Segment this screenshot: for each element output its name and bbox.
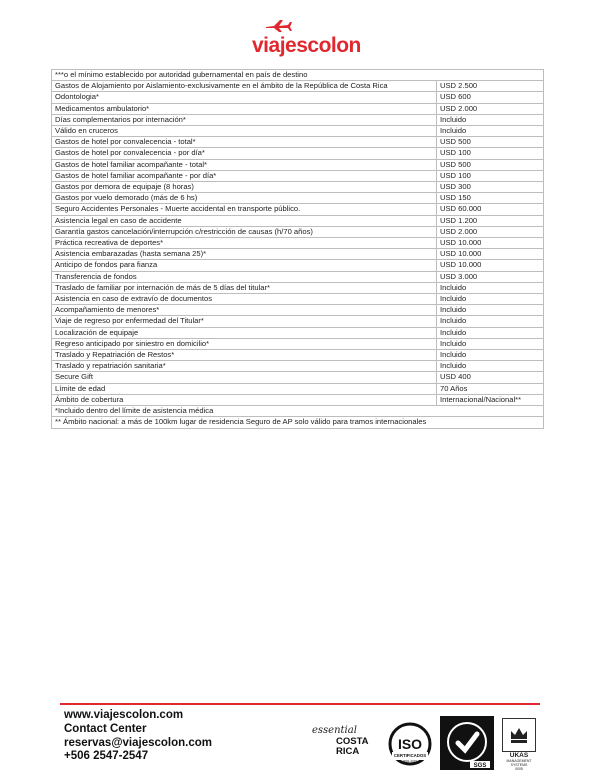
coverage-label: Límite de edad bbox=[52, 383, 437, 394]
coverage-value: USD 100 bbox=[437, 170, 544, 181]
coverage-label: Viaje de regreso por enfermedad del Titular* bbox=[52, 316, 437, 327]
footer-divider bbox=[60, 703, 540, 705]
table-note-row bbox=[52, 406, 544, 417]
note-bottom: ** Ámbito nacional: a más de 100km lugar de residencia Seguro de AP solo válido para tramos internacionales bbox=[52, 417, 544, 428]
coverage-label: Asistencia embarazadas (hasta semana 25)* bbox=[52, 249, 437, 260]
table-row bbox=[52, 215, 544, 226]
coverage-value: Incluido bbox=[437, 294, 544, 305]
coverage-label: Transferencia de fondos bbox=[52, 271, 437, 282]
coverage-value: USD 2.000 bbox=[437, 226, 544, 237]
coverage-label: Traslado y repatriación sanitaria* bbox=[52, 361, 437, 372]
table-row bbox=[52, 226, 544, 237]
coverage-value: 70 Años bbox=[437, 383, 544, 394]
coverage-value: Incluido bbox=[437, 282, 544, 293]
coverage-label: Gastos de hotel por convalecencia - total* bbox=[52, 137, 437, 148]
table-row bbox=[52, 182, 544, 193]
table-row bbox=[52, 126, 544, 137]
coverage-value: Internacional/Nacional** bbox=[437, 394, 544, 405]
coverage-value: USD 400 bbox=[437, 372, 544, 383]
costa-rica-label: COSTA RICA bbox=[336, 736, 369, 757]
table-row bbox=[52, 81, 544, 92]
website-link[interactable]: www.viajescolon.com bbox=[64, 709, 184, 721]
table-note-row bbox=[52, 417, 544, 428]
table-row bbox=[52, 294, 544, 305]
coverage-value: Incluido bbox=[437, 338, 544, 349]
coverage-label: Gastos de Alojamiento por Aislamiento-exclusivamente en el ámbito de la República de Costa Rica bbox=[52, 81, 437, 92]
coverage-label: Asistencia en caso de extravío de documentos bbox=[52, 294, 437, 305]
table-row bbox=[52, 327, 544, 338]
table-row bbox=[52, 238, 544, 249]
sgs-certification-icon bbox=[440, 716, 494, 770]
contact-block bbox=[64, 709, 212, 764]
table-note-row bbox=[52, 70, 544, 81]
ukas-crown-box bbox=[502, 718, 536, 752]
viajescolon-logo bbox=[248, 16, 378, 58]
email-link[interactable]: reservas@viajescolon.com bbox=[64, 736, 213, 749]
coverage-label: Odontologia* bbox=[52, 92, 437, 103]
table-row bbox=[52, 114, 544, 125]
table-row bbox=[52, 350, 544, 361]
coverage-label: Gastos de hotel familiar acompañante - por día* bbox=[52, 170, 437, 181]
coverage-value: USD 10.000 bbox=[437, 260, 544, 271]
coverage-value: Incluido bbox=[437, 361, 544, 372]
coverage-label: Secure Gift bbox=[52, 372, 437, 383]
ukas-label: UKAS bbox=[509, 752, 529, 759]
coverage-label: Válido en cruceros bbox=[52, 126, 437, 137]
coverage-value: USD 60.000 bbox=[437, 204, 544, 215]
coverage-value: USD 10.000 bbox=[437, 238, 544, 249]
iso-certification-icon bbox=[386, 722, 434, 768]
coverage-value: USD 600 bbox=[437, 92, 544, 103]
coverage-value: Incluido bbox=[437, 126, 544, 137]
ukas-sub: MANAGEMENT SYSTEMS 0005 bbox=[506, 759, 532, 771]
coverage-value: Incluido bbox=[437, 305, 544, 316]
ukas-certification-icon bbox=[500, 718, 538, 770]
svg-text:CERTIFICADOS: CERTIFICADOS bbox=[393, 753, 427, 758]
coverage-table bbox=[51, 69, 544, 429]
table-row bbox=[52, 361, 544, 372]
svg-text:ISO: ISO bbox=[397, 736, 423, 752]
coverage-value: USD 2.000 bbox=[437, 103, 544, 114]
table-row bbox=[52, 260, 544, 271]
coverage-value: USD 10.000 bbox=[437, 249, 544, 260]
coverage-label: Gastos por demora de equipaje (8 horas) bbox=[52, 182, 437, 193]
coverage-label: Acompañamiento de menores* bbox=[52, 305, 437, 316]
table-row bbox=[52, 372, 544, 383]
table-row bbox=[52, 170, 544, 181]
table-row bbox=[52, 249, 544, 260]
coverage-label: Traslado y Repatriación de Restos* bbox=[52, 350, 437, 361]
table-row bbox=[52, 271, 544, 282]
coverage-value: USD 3.000 bbox=[437, 271, 544, 282]
contact-center-label: Contact Center bbox=[64, 722, 147, 735]
essential-costa-rica-logo bbox=[312, 725, 382, 765]
coverage-label: Anticipo de fondos para fianza bbox=[52, 260, 437, 271]
coverage-label: Garantía gastos cancelación/interrupción c/restricción de causas (h/70 años) bbox=[52, 226, 437, 237]
table-row bbox=[52, 103, 544, 114]
note-top: ***o el mínimo establecido por autoridad gubernamental en país de destino bbox=[52, 70, 544, 81]
table-row bbox=[52, 282, 544, 293]
brand-wordmark: viajescolon bbox=[252, 34, 361, 57]
airplane-icon bbox=[264, 18, 292, 32]
coverage-label: Regreso anticipado por siniestro en domicilio* bbox=[52, 338, 437, 349]
coverage-label: Días complementarios por internación* bbox=[52, 114, 437, 125]
coverage-label: Gastos por vuelo demorado (más de 6 hs) bbox=[52, 193, 437, 204]
coverage-value: USD 300 bbox=[437, 182, 544, 193]
coverage-label: Seguro Accidentes Personales - Muerte accidental en transporte público. bbox=[52, 204, 437, 215]
coverage-label: Localización de equipaje bbox=[52, 327, 437, 338]
svg-text:SGS: SGS bbox=[473, 763, 487, 769]
table-row bbox=[52, 383, 544, 394]
coverage-value: USD 500 bbox=[437, 159, 544, 170]
table-row bbox=[52, 193, 544, 204]
table-row bbox=[52, 204, 544, 215]
coverage-label: Práctica recreativa de deportes* bbox=[52, 238, 437, 249]
coverage-value: USD 2.500 bbox=[437, 81, 544, 92]
note-bottom: *Incluido dentro del límite de asistencia médica bbox=[52, 406, 544, 417]
coverage-value: USD 150 bbox=[437, 193, 544, 204]
essential-script: essential bbox=[312, 725, 357, 736]
phone-number[interactable]: +506 2547-2547 bbox=[64, 750, 149, 763]
table-row bbox=[52, 316, 544, 327]
coverage-value: Incluido bbox=[437, 327, 544, 338]
table-row bbox=[52, 137, 544, 148]
coverage-value: Incluido bbox=[437, 350, 544, 361]
coverage-value: USD 100 bbox=[437, 148, 544, 159]
table-row bbox=[52, 338, 544, 349]
coverage-label: Gastos de hotel familiar acompañante - total* bbox=[52, 159, 437, 170]
table-row bbox=[52, 92, 544, 103]
coverage-label: Medicamentos ambulatorio* bbox=[52, 103, 437, 114]
table-row bbox=[52, 305, 544, 316]
table-row bbox=[52, 159, 544, 170]
coverage-value: Incluido bbox=[437, 114, 544, 125]
svg-text:9001 2015: 9001 2015 bbox=[402, 759, 418, 763]
coverage-value: USD 1.200 bbox=[437, 215, 544, 226]
coverage-label: Ámbito de cobertura bbox=[52, 394, 437, 405]
coverage-value: USD 500 bbox=[437, 137, 544, 148]
coverage-label: Gastos de hotel por convalecencia - por día* bbox=[52, 148, 437, 159]
table-row bbox=[52, 394, 544, 405]
coverage-label: Asistencia legal en caso de accidente bbox=[52, 215, 437, 226]
crown-icon bbox=[503, 719, 535, 751]
table-row bbox=[52, 148, 544, 159]
coverage-label: Traslado de familiar por internación de más de 5 días del titular* bbox=[52, 282, 437, 293]
coverage-value: Incluido bbox=[437, 316, 544, 327]
